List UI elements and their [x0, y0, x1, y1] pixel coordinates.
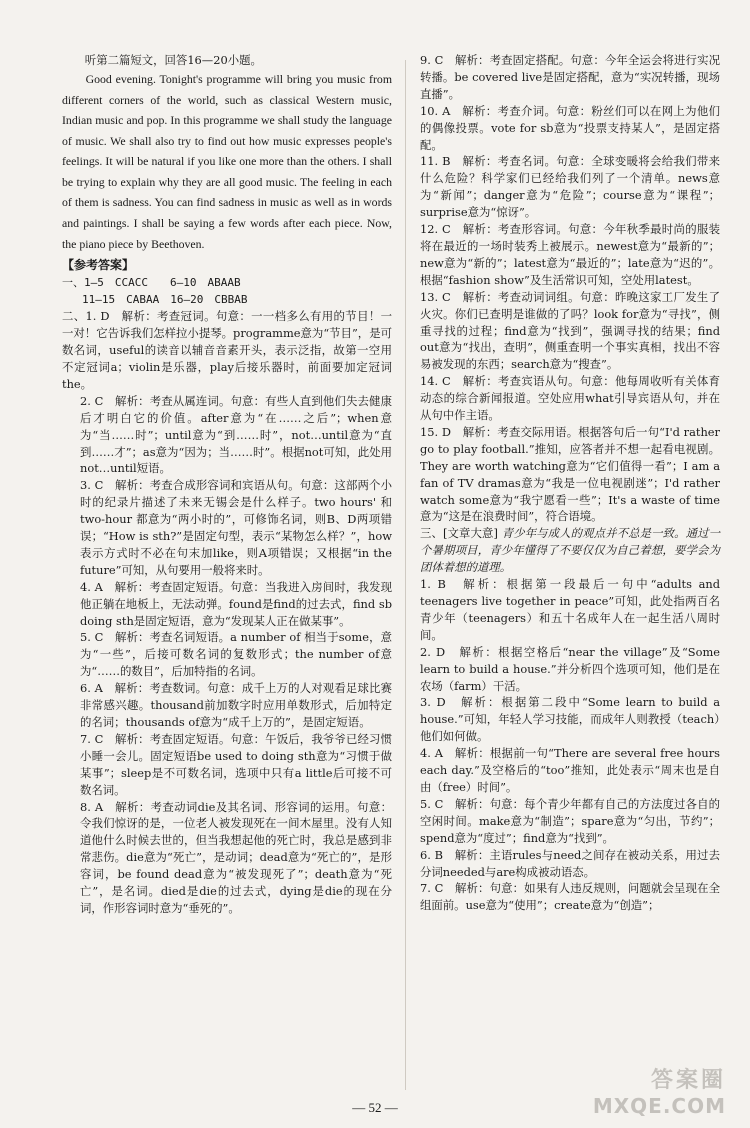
explanation-item: 3. D 解析：根据第二段中“Some learn to build a house.”可知，年轻人学习技能，而成年人则教授（teach）他们如何做。	[420, 695, 720, 744]
page-number: — 52 —	[352, 1100, 398, 1115]
answers-line-1: 一、1—5 CCACC 6—10 ABAAB	[62, 276, 241, 290]
explanation-item: 13. C 解析：考查动词词组。句意：昨晚这家工厂发生了火灾。你们已查明是谁做的了吗？look for意为“寻找”，侧重寻找的过程；find意为“找到”，强调寻找的结果；find out意为“找出，查明”，侧重查明一个事实真相，找出不容易被发现的东西；search意为“搜查”。	[420, 289, 720, 372]
watermark-url: MXQE.COM	[592, 1094, 726, 1118]
explanation-item: 10. A 解析：考查介词。句意：粉丝们可以在网上为他们的偶像投票。vote for sb意为“投票支持某人”，是固定搭配。	[420, 103, 720, 152]
answers-heading: 【参考答案】	[62, 258, 135, 273]
explanation-item: 6. A 解析：考查数词。句意：成千上万的人对观看足球比赛非常感兴趣。thousand前加数字时应用单数形式，后加特定的名词；thousands of意为“成千上万的”，是固定短语。	[80, 681, 392, 729]
section-label: 三、[文章大意]	[420, 526, 498, 541]
explanation-item: 2. D 解析：根据空格后“near the village”及“Some learn to build a house.”并分析四个选项可知，他们是在农场（farm）干活。	[420, 644, 720, 693]
passage-summary	[420, 525, 720, 576]
explanation-item: 15. D 解析：考查交际用语。根据答句后一句“I'd rather go to play football.”推知，应答者并不想一起看电视剧。They are worth watching意为“它们值得一看”；I am a fan of TV dramas意为“我是一位电视剧迷”；I'd rather watch some意为“我宁愿看一些”；It's a waste of time意为“这是在浪费时间”，符合语境。	[420, 424, 720, 524]
explanation-item: 二、1. D 解析：考查冠词。句意：一一档多么有用的节目！一一对！它告诉我们怎样拉小提琴。programme意为“节目”，是可数名词，useful的读音以辅音音素开头，表示泛指，故第一空用不定冠词a；violin是乐器，play后接乐器时，前面要加定冠词the。	[62, 309, 392, 391]
column-divider	[405, 60, 406, 1090]
left-column	[62, 52, 392, 917]
listening-instruction: 听第二篇短文，回答16—20小题。	[84, 53, 262, 67]
explanation-item: 9. C 解析：考查固定搭配。句意：今年全运会将进行实况转播。be covered live是固定搭配，意为“实况转播，现场直播”。	[420, 53, 720, 101]
explanation-item: 2. C 解析：考查从属连词。句意：有些人直到他们失去健康后才明白它的价值。after意为“在……之后”；when意为“当……时”；until意为“到……时”，not…until意为“直到……才”；as意为“因为；当……时”。根据not可知，此处用not…until短语。	[80, 393, 392, 476]
watermark-logo-text: 答案圈	[650, 1068, 726, 1093]
answers-line-2: 11—15 CABAA 16—20 CBBAB	[82, 293, 248, 307]
explanation-item: 4. A 解析：考查固定短语。句意：当我进入房间时，我发现他正躺在地板上，无法动弹。found是find的过去式，find sb doing sth是固定短语，意为“发现某人正在做某事”。	[80, 579, 392, 628]
explanation-item: 5. C 解析：句意：每个青少年都有自己的方法度过各自的空闲时间。make意为“制造”；spare意为“匀出，节约”；spend意为“度过”；find意为“找到”。	[420, 796, 720, 845]
explanation-item: 4. A 解析：根据前一句“There are several free hours each day.”及空格后的“too”推知，此处表示“周末也是自由（free）时间”。	[420, 746, 720, 794]
explanation-item: 7. C 解析：句意：如果有人违反规则，问题就会呈现在全组面前。use意为“使用”；create意为“创造”；	[420, 881, 720, 913]
explanation-item: 5. C 解析：考查名词短语。a number of 相当于some，意为“一些”，后接可数名词的复数形式；the number of意为“……的数目”，后加特指的名词。	[80, 630, 392, 679]
explanation-item: 14. C 解析：考查宾语从句。句意：他每周收听有关体育动态的综合新闻报道。空处应用what引导宾语从句，并在从句中作主语。	[420, 374, 720, 423]
listening-passage: Good evening. Tonight's programme will bring you music from different corners of the world, such as classical Western music, Indian music and pop. In this programme we shall study the language of music. We shall also try to find out how music expresses people's feelings. It will be natural if you like one more than the others. I shall be trying to explain why they are all good music. The feeling in each of them is sadness. You can find sadness in music as well as in words and paintings. I shall be saying a few words after each piece. Now, the piano piece by Beethoven.	[62, 71, 392, 251]
explanation-item: 7. C 解析：考查固定短语。句意：午饭后，我爷爷已经习惯小睡一会儿。固定短语be used to doing sth意为“习惯于做某事”；sleep是不可数名词，选项中只有a little后可接不可数名词。	[80, 731, 392, 797]
explanation-item: 8. A 解析：考查动词die及其名词、形容词的运用。句意：令我们惊讶的是，一位老人被发现死在一间木屋里。没有人知道他什么时候去世的，但当我想起他的死亡时，我总是感到非常悲伤。die意为“死亡”，是动词；dead意为“死亡的”，是形容词，be found dead意为“被发现死了”；death意为“死亡”，是名词。died是die的过去式，dying是die的现在分词，作形容词时意为“垂死的”。	[80, 799, 392, 915]
right-column	[420, 52, 720, 914]
explanation-item: 12. C 解析：考查形容词。句意：今年秋季最时尚的服装将在最近的一场时装秀上被展示。newest意为“最新的”；new意为“新的”；latest意为“最近的”；late意为“迟的”。根据“fashion show”及生活常识可知，空处用latest。	[420, 222, 720, 287]
explanation-item: 6. B 解析：主语rules与need之间存在被动关系，用过去分词needed与are构成被动语态。	[420, 847, 720, 879]
explanation-item: 1. B 解析：根据第一段最后一句中“adults and teenagers live together in peace”可知，此处指两百名青少年（teenagers）和五十名成年人在一起生活八周时间。	[420, 577, 720, 642]
explanation-item: 3. C 解析：考查合成形容词和宾语从句。句意：这部两个小时的纪录片描述了未来无锡会是什么样子。two hours' 和 two-hour 都意为“两小时的”，可修饰名词，则B、D两项错误；“How is sth?”是固定句型，表示“某物怎么样？”，how表示方式时不必在句末加like，则A项错误；又根据“in the future”可知，从句要用一般将来时。	[80, 478, 392, 577]
summary-text: 青少年与成人的观点并不总是一致。通过一个暑期项目，青少年懂得了不要仅仅为自己着想，要学会为团体着想的道理。	[420, 526, 720, 575]
watermark	[593, 1063, 726, 1118]
explanation-item: 11. B 解析：考查名词。句意：全球变暖将会给我们带来什么危险？科学家们已经给我们列了一个清单。news意为“新闻”；danger意为“危险”；course意为“课程”；surprise意为“惊讶”。	[420, 154, 720, 220]
